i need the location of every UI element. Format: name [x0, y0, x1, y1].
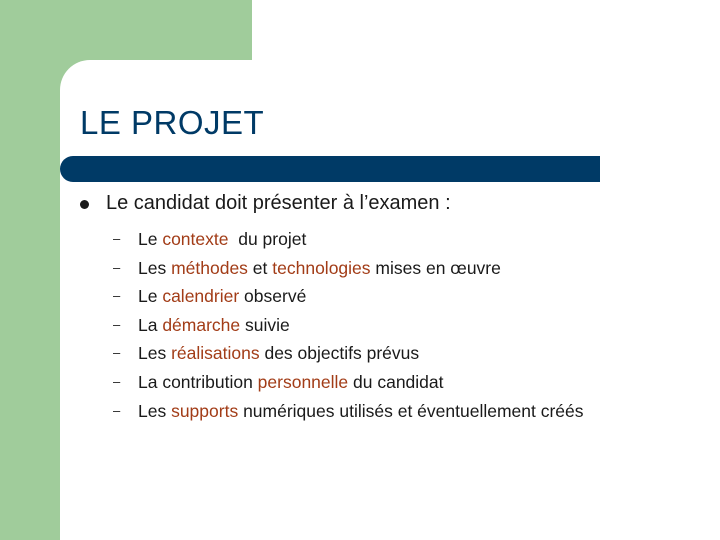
- plain-text: du projet: [228, 229, 307, 249]
- sub-bullet-text: [138, 225, 306, 254]
- plain-text: observé: [239, 286, 307, 307]
- plain-text: et: [247, 257, 273, 278]
- plain-text: suivie: [240, 314, 290, 335]
- dash-bullet-icon: –: [113, 288, 121, 304]
- dash-bullet-icon: –: [113, 259, 121, 275]
- slide-title: LE PROJET: [80, 104, 265, 141]
- decorative-green-strip: [0, 0, 60, 540]
- highlighted-keyword: démarche: [162, 314, 241, 335]
- sub-bullet-item: [113, 282, 584, 311]
- title-underline-bar: [60, 156, 600, 182]
- sub-bullet-item: [113, 339, 584, 368]
- plain-text: mises en œuvre: [370, 257, 501, 278]
- dash-bullet-icon: –: [113, 402, 121, 418]
- highlighted-keyword: calendrier: [162, 286, 240, 307]
- sub-bullet-text: [138, 311, 290, 340]
- sub-bullet-text: [138, 397, 584, 426]
- plain-text: Les: [138, 400, 172, 421]
- plain-text: Le: [138, 286, 163, 307]
- main-bullet-item: [80, 192, 451, 215]
- dash-bullet-icon: –: [113, 373, 121, 389]
- plain-text: Les: [138, 343, 172, 364]
- sub-bullet-item: [113, 225, 584, 254]
- dash-bullet-icon: –: [113, 316, 121, 332]
- plain-text: des objectifs prévus: [259, 343, 420, 364]
- highlighted-keyword: personnelle: [257, 371, 349, 392]
- main-bullet-text: Le candidat doit présenter à l’examen :: [106, 192, 451, 214]
- plain-text: du candidat: [348, 371, 444, 392]
- highlighted-keyword: réalisations: [171, 343, 260, 364]
- highlighted-keyword: méthodes: [171, 257, 248, 278]
- dash-bullet-icon: –: [113, 231, 121, 246]
- plain-text: La contribution: [138, 371, 258, 392]
- sub-bullet-item: [113, 311, 584, 340]
- sub-bullet-list: [113, 225, 584, 425]
- sub-bullet-text: [138, 368, 444, 397]
- sub-bullet-item: [113, 368, 584, 397]
- sub-bullet-item: [113, 254, 584, 283]
- plain-text: Les: [138, 257, 172, 278]
- plain-text: La: [138, 314, 163, 335]
- sub-bullet-text: [138, 282, 306, 311]
- highlighted-keyword: technologies: [272, 257, 371, 278]
- plain-text: numériques utilisés et éventuellement créés: [238, 400, 584, 421]
- sub-bullet-item: [113, 397, 584, 426]
- sub-bullet-text: [138, 339, 419, 368]
- highlighted-keyword: supports: [171, 400, 239, 421]
- dash-bullet-icon: –: [113, 345, 121, 361]
- plain-text: Le: [138, 229, 163, 249]
- bullet-dot-icon: [80, 200, 89, 209]
- highlighted-keyword: contexte: [162, 229, 229, 249]
- sub-bullet-text: [138, 254, 501, 283]
